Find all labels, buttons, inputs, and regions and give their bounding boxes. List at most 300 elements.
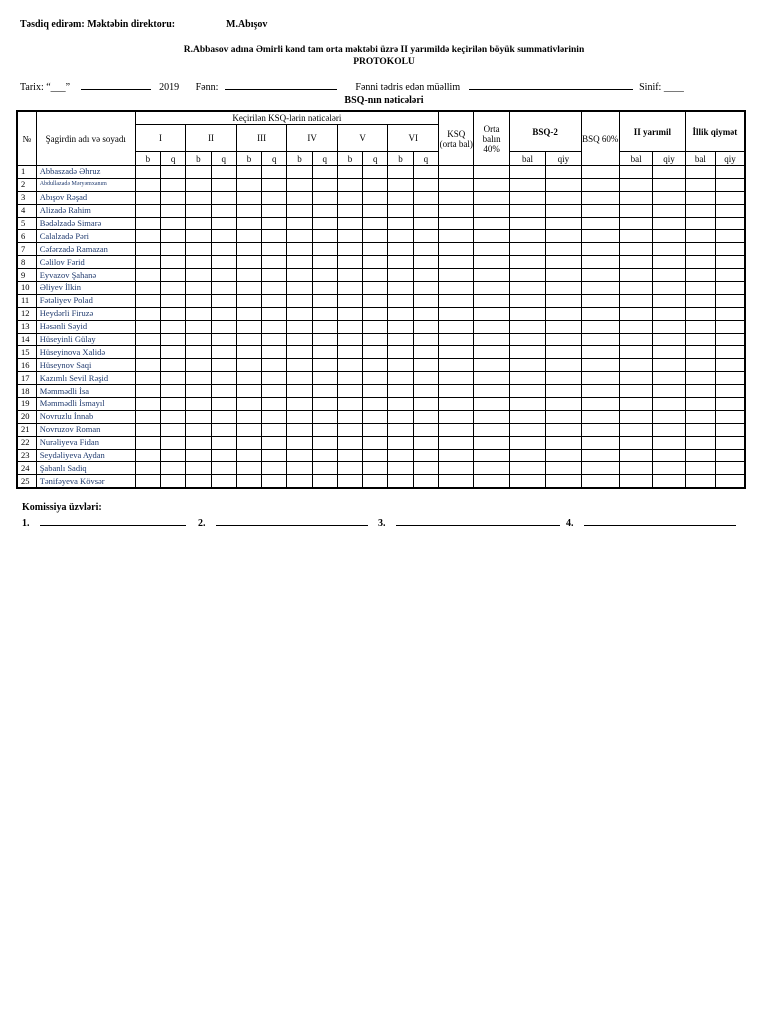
grade-cell[interactable] — [287, 320, 312, 333]
grade-cell[interactable] — [546, 423, 581, 436]
grade-cell[interactable] — [716, 166, 746, 179]
grade-cell[interactable] — [186, 385, 211, 398]
grade-cell[interactable] — [653, 320, 685, 333]
grade-cell[interactable] — [546, 166, 581, 179]
grade-cell[interactable] — [581, 333, 619, 346]
grade-cell[interactable] — [211, 191, 236, 204]
grade-cell[interactable] — [312, 436, 337, 449]
grade-cell[interactable] — [161, 385, 186, 398]
grade-cell[interactable] — [619, 346, 652, 359]
grade-cell[interactable] — [211, 436, 236, 449]
grade-cell[interactable] — [546, 294, 581, 307]
grade-cell[interactable] — [287, 256, 312, 269]
grade-cell[interactable] — [581, 372, 619, 385]
grade-cell[interactable] — [337, 307, 362, 320]
grade-cell[interactable] — [413, 307, 438, 320]
grade-cell[interactable] — [546, 346, 581, 359]
grade-cell[interactable] — [581, 320, 619, 333]
grade-cell[interactable] — [287, 423, 312, 436]
grade-cell[interactable] — [685, 217, 715, 230]
grade-cell[interactable] — [186, 398, 211, 411]
grade-cell[interactable] — [135, 191, 160, 204]
grade-cell[interactable] — [619, 423, 652, 436]
grade-cell[interactable] — [388, 217, 413, 230]
grade-cell[interactable] — [337, 282, 362, 295]
grade-cell[interactable] — [236, 359, 261, 372]
grade-cell[interactable] — [474, 423, 509, 436]
grade-cell[interactable] — [135, 372, 160, 385]
grade-cell[interactable] — [236, 256, 261, 269]
grade-cell[interactable] — [161, 346, 186, 359]
grade-cell[interactable] — [619, 307, 652, 320]
grade-cell[interactable] — [509, 423, 545, 436]
grade-cell[interactable] — [186, 307, 211, 320]
grade-cell[interactable] — [546, 436, 581, 449]
grade-cell[interactable] — [161, 398, 186, 411]
grade-cell[interactable] — [312, 204, 337, 217]
grade-cell[interactable] — [135, 178, 160, 191]
grade-cell[interactable] — [211, 230, 236, 243]
grade-cell[interactable] — [685, 178, 715, 191]
grade-cell[interactable] — [337, 166, 362, 179]
grade-cell[interactable] — [653, 191, 685, 204]
grade-cell[interactable] — [262, 282, 287, 295]
grade-cell[interactable] — [236, 243, 261, 256]
grade-cell[interactable] — [388, 436, 413, 449]
grade-cell[interactable] — [474, 307, 509, 320]
grade-cell[interactable] — [236, 449, 261, 462]
grade-cell[interactable] — [581, 282, 619, 295]
grade-cell[interactable] — [413, 294, 438, 307]
grade-cell[interactable] — [685, 166, 715, 179]
grade-cell[interactable] — [413, 230, 438, 243]
grade-cell[interactable] — [439, 475, 474, 488]
grade-cell[interactable] — [236, 385, 261, 398]
grade-cell[interactable] — [236, 282, 261, 295]
grade-cell[interactable] — [161, 372, 186, 385]
grade-cell[interactable] — [388, 269, 413, 282]
grade-cell[interactable] — [262, 462, 287, 475]
grade-cell[interactable] — [474, 166, 509, 179]
grade-cell[interactable] — [716, 191, 746, 204]
grade-cell[interactable] — [413, 385, 438, 398]
grade-cell[interactable] — [413, 243, 438, 256]
grade-cell[interactable] — [287, 410, 312, 423]
grade-cell[interactable] — [211, 333, 236, 346]
grade-cell[interactable] — [135, 256, 160, 269]
grade-cell[interactable] — [135, 217, 160, 230]
grade-cell[interactable] — [413, 423, 438, 436]
grade-cell[interactable] — [653, 346, 685, 359]
grade-cell[interactable] — [653, 385, 685, 398]
grade-cell[interactable] — [474, 359, 509, 372]
grade-cell[interactable] — [262, 307, 287, 320]
grade-cell[interactable] — [509, 320, 545, 333]
grade-cell[interactable] — [716, 346, 746, 359]
grade-cell[interactable] — [337, 398, 362, 411]
grade-cell[interactable] — [685, 230, 715, 243]
grade-cell[interactable] — [312, 423, 337, 436]
grade-cell[interactable] — [619, 398, 652, 411]
grade-cell[interactable] — [509, 256, 545, 269]
grade-cell[interactable] — [135, 475, 160, 488]
grade-cell[interactable] — [413, 320, 438, 333]
grade-cell[interactable] — [388, 398, 413, 411]
grade-cell[interactable] — [186, 191, 211, 204]
grade-cell[interactable] — [388, 204, 413, 217]
grade-cell[interactable] — [413, 282, 438, 295]
grade-cell[interactable] — [236, 191, 261, 204]
grade-cell[interactable] — [186, 346, 211, 359]
grade-cell[interactable] — [211, 423, 236, 436]
grade-cell[interactable] — [439, 372, 474, 385]
grade-cell[interactable] — [287, 307, 312, 320]
grade-cell[interactable] — [186, 294, 211, 307]
grade-cell[interactable] — [685, 320, 715, 333]
grade-cell[interactable] — [363, 243, 388, 256]
grade-cell[interactable] — [413, 449, 438, 462]
grade-cell[interactable] — [474, 256, 509, 269]
grade-cell[interactable] — [287, 436, 312, 449]
grade-cell[interactable] — [413, 178, 438, 191]
grade-cell[interactable] — [135, 359, 160, 372]
grade-cell[interactable] — [474, 230, 509, 243]
grade-cell[interactable] — [337, 333, 362, 346]
grade-cell[interactable] — [161, 243, 186, 256]
grade-cell[interactable] — [413, 346, 438, 359]
grade-cell[interactable] — [388, 359, 413, 372]
grade-cell[interactable] — [619, 462, 652, 475]
grade-cell[interactable] — [716, 462, 746, 475]
grade-cell[interactable] — [653, 462, 685, 475]
grade-cell[interactable] — [439, 243, 474, 256]
grade-cell[interactable] — [287, 372, 312, 385]
grade-cell[interactable] — [236, 320, 261, 333]
grade-cell[interactable] — [211, 385, 236, 398]
grade-cell[interactable] — [186, 333, 211, 346]
grade-cell[interactable] — [546, 191, 581, 204]
grade-cell[interactable] — [262, 230, 287, 243]
grade-cell[interactable] — [236, 372, 261, 385]
grade-cell[interactable] — [363, 294, 388, 307]
grade-cell[interactable] — [413, 217, 438, 230]
grade-cell[interactable] — [363, 359, 388, 372]
grade-cell[interactable] — [337, 475, 362, 488]
grade-cell[interactable] — [211, 294, 236, 307]
grade-cell[interactable] — [581, 204, 619, 217]
grade-cell[interactable] — [135, 204, 160, 217]
grade-cell[interactable] — [388, 178, 413, 191]
grade-cell[interactable] — [653, 243, 685, 256]
grade-cell[interactable] — [211, 475, 236, 488]
grade-cell[interactable] — [211, 282, 236, 295]
grade-cell[interactable] — [509, 462, 545, 475]
grade-cell[interactable] — [211, 410, 236, 423]
grade-cell[interactable] — [363, 269, 388, 282]
grade-cell[interactable] — [619, 333, 652, 346]
grade-cell[interactable] — [653, 436, 685, 449]
grade-cell[interactable] — [363, 410, 388, 423]
grade-cell[interactable] — [337, 462, 362, 475]
grade-cell[interactable] — [211, 269, 236, 282]
grade-cell[interactable] — [619, 282, 652, 295]
grade-cell[interactable] — [388, 385, 413, 398]
grade-cell[interactable] — [619, 178, 652, 191]
grade-cell[interactable] — [716, 449, 746, 462]
grade-cell[interactable] — [186, 282, 211, 295]
grade-cell[interactable] — [581, 269, 619, 282]
grade-cell[interactable] — [716, 359, 746, 372]
grade-cell[interactable] — [186, 475, 211, 488]
grade-cell[interactable] — [388, 307, 413, 320]
grade-cell[interactable] — [262, 269, 287, 282]
grade-cell[interactable] — [619, 166, 652, 179]
grade-cell[interactable] — [439, 462, 474, 475]
grade-cell[interactable] — [312, 294, 337, 307]
grade-cell[interactable] — [186, 410, 211, 423]
grade-cell[interactable] — [581, 243, 619, 256]
grade-cell[interactable] — [509, 436, 545, 449]
grade-cell[interactable] — [312, 475, 337, 488]
grade-cell[interactable] — [546, 359, 581, 372]
grade-cell[interactable] — [685, 423, 715, 436]
grade-cell[interactable] — [388, 256, 413, 269]
grade-cell[interactable] — [716, 372, 746, 385]
grade-cell[interactable] — [413, 333, 438, 346]
grade-cell[interactable] — [653, 256, 685, 269]
grade-cell[interactable] — [186, 462, 211, 475]
grade-cell[interactable] — [161, 294, 186, 307]
grade-cell[interactable] — [388, 294, 413, 307]
grade-cell[interactable] — [653, 269, 685, 282]
grade-cell[interactable] — [211, 307, 236, 320]
grade-cell[interactable] — [161, 166, 186, 179]
grade-cell[interactable] — [337, 320, 362, 333]
grade-cell[interactable] — [337, 449, 362, 462]
grade-cell[interactable] — [685, 385, 715, 398]
grade-cell[interactable] — [685, 475, 715, 488]
grade-cell[interactable] — [388, 230, 413, 243]
grade-cell[interactable] — [474, 269, 509, 282]
grade-cell[interactable] — [287, 282, 312, 295]
grade-cell[interactable] — [135, 436, 160, 449]
grade-cell[interactable] — [685, 410, 715, 423]
grade-cell[interactable] — [135, 398, 160, 411]
grade-cell[interactable] — [161, 269, 186, 282]
grade-cell[interactable] — [581, 436, 619, 449]
grade-cell[interactable] — [337, 269, 362, 282]
grade-cell[interactable] — [509, 282, 545, 295]
grade-cell[interactable] — [363, 256, 388, 269]
grade-cell[interactable] — [716, 423, 746, 436]
grade-cell[interactable] — [581, 166, 619, 179]
grade-cell[interactable] — [388, 410, 413, 423]
grade-cell[interactable] — [236, 333, 261, 346]
grade-cell[interactable] — [287, 204, 312, 217]
grade-cell[interactable] — [287, 269, 312, 282]
grade-cell[interactable] — [363, 191, 388, 204]
grade-cell[interactable] — [262, 398, 287, 411]
grade-cell[interactable] — [685, 256, 715, 269]
grade-cell[interactable] — [186, 359, 211, 372]
grade-cell[interactable] — [287, 191, 312, 204]
grade-cell[interactable] — [135, 243, 160, 256]
grade-cell[interactable] — [262, 449, 287, 462]
grade-cell[interactable] — [716, 178, 746, 191]
grade-cell[interactable] — [413, 359, 438, 372]
grade-cell[interactable] — [135, 307, 160, 320]
grade-cell[interactable] — [685, 398, 715, 411]
grade-cell[interactable] — [546, 243, 581, 256]
grade-cell[interactable] — [439, 398, 474, 411]
grade-cell[interactable] — [186, 449, 211, 462]
grade-cell[interactable] — [211, 462, 236, 475]
grade-cell[interactable] — [619, 243, 652, 256]
grade-cell[interactable] — [135, 166, 160, 179]
grade-cell[interactable] — [312, 462, 337, 475]
grade-cell[interactable] — [236, 230, 261, 243]
grade-cell[interactable] — [546, 282, 581, 295]
grade-cell[interactable] — [161, 423, 186, 436]
grade-cell[interactable] — [186, 178, 211, 191]
grade-cell[interactable] — [312, 372, 337, 385]
grade-cell[interactable] — [439, 449, 474, 462]
grade-cell[interactable] — [287, 178, 312, 191]
grade-cell[interactable] — [653, 294, 685, 307]
grade-cell[interactable] — [439, 256, 474, 269]
grade-cell[interactable] — [287, 398, 312, 411]
grade-cell[interactable] — [439, 359, 474, 372]
grade-cell[interactable] — [236, 410, 261, 423]
grade-cell[interactable] — [653, 372, 685, 385]
grade-cell[interactable] — [474, 346, 509, 359]
grade-cell[interactable] — [186, 372, 211, 385]
grade-cell[interactable] — [186, 230, 211, 243]
grade-cell[interactable] — [211, 359, 236, 372]
grade-cell[interactable] — [474, 436, 509, 449]
grade-cell[interactable] — [262, 423, 287, 436]
grade-cell[interactable] — [135, 333, 160, 346]
grade-cell[interactable] — [546, 398, 581, 411]
grade-cell[interactable] — [363, 436, 388, 449]
grade-cell[interactable] — [337, 294, 362, 307]
grade-cell[interactable] — [619, 359, 652, 372]
grade-cell[interactable] — [653, 398, 685, 411]
grade-cell[interactable] — [685, 333, 715, 346]
grade-cell[interactable] — [685, 243, 715, 256]
grade-cell[interactable] — [653, 166, 685, 179]
grade-cell[interactable] — [546, 204, 581, 217]
grade-cell[interactable] — [312, 410, 337, 423]
grade-cell[interactable] — [337, 423, 362, 436]
grade-cell[interactable] — [388, 320, 413, 333]
grade-cell[interactable] — [619, 230, 652, 243]
grade-cell[interactable] — [619, 385, 652, 398]
grade-cell[interactable] — [337, 243, 362, 256]
grade-cell[interactable] — [546, 462, 581, 475]
grade-cell[interactable] — [509, 243, 545, 256]
grade-cell[interactable] — [262, 166, 287, 179]
grade-cell[interactable] — [312, 243, 337, 256]
grade-cell[interactable] — [546, 385, 581, 398]
grade-cell[interactable] — [287, 333, 312, 346]
grade-cell[interactable] — [337, 178, 362, 191]
grade-cell[interactable] — [546, 333, 581, 346]
grade-cell[interactable] — [262, 385, 287, 398]
grade-cell[interactable] — [161, 475, 186, 488]
grade-cell[interactable] — [716, 243, 746, 256]
grade-cell[interactable] — [546, 410, 581, 423]
grade-cell[interactable] — [439, 191, 474, 204]
grade-cell[interactable] — [581, 359, 619, 372]
grade-cell[interactable] — [186, 436, 211, 449]
grade-cell[interactable] — [439, 385, 474, 398]
grade-cell[interactable] — [186, 243, 211, 256]
grade-cell[interactable] — [413, 372, 438, 385]
grade-cell[interactable] — [439, 178, 474, 191]
grade-cell[interactable] — [716, 282, 746, 295]
grade-cell[interactable] — [474, 320, 509, 333]
grade-cell[interactable] — [363, 217, 388, 230]
grade-cell[interactable] — [312, 385, 337, 398]
grade-cell[interactable] — [546, 307, 581, 320]
grade-cell[interactable] — [363, 307, 388, 320]
grade-cell[interactable] — [581, 462, 619, 475]
grade-cell[interactable] — [186, 204, 211, 217]
grade-cell[interactable] — [186, 320, 211, 333]
grade-cell[interactable] — [439, 346, 474, 359]
grade-cell[interactable] — [312, 307, 337, 320]
grade-cell[interactable] — [262, 243, 287, 256]
grade-cell[interactable] — [236, 423, 261, 436]
grade-cell[interactable] — [262, 475, 287, 488]
grade-cell[interactable] — [363, 282, 388, 295]
grade-cell[interactable] — [236, 436, 261, 449]
grade-cell[interactable] — [312, 398, 337, 411]
grade-cell[interactable] — [619, 449, 652, 462]
grade-cell[interactable] — [312, 230, 337, 243]
grade-cell[interactable] — [509, 346, 545, 359]
grade-cell[interactable] — [211, 178, 236, 191]
grade-cell[interactable] — [211, 217, 236, 230]
grade-cell[interactable] — [161, 462, 186, 475]
grade-cell[interactable] — [236, 166, 261, 179]
grade-cell[interactable] — [135, 423, 160, 436]
grade-cell[interactable] — [509, 294, 545, 307]
grade-cell[interactable] — [161, 449, 186, 462]
grade-cell[interactable] — [581, 178, 619, 191]
grade-cell[interactable] — [287, 462, 312, 475]
grade-cell[interactable] — [135, 230, 160, 243]
grade-cell[interactable] — [619, 269, 652, 282]
grade-cell[interactable] — [262, 256, 287, 269]
grade-cell[interactable] — [653, 307, 685, 320]
grade-cell[interactable] — [287, 475, 312, 488]
grade-cell[interactable] — [716, 307, 746, 320]
grade-cell[interactable] — [388, 282, 413, 295]
grade-cell[interactable] — [388, 243, 413, 256]
grade-cell[interactable] — [337, 191, 362, 204]
grade-cell[interactable] — [474, 462, 509, 475]
grade-cell[interactable] — [312, 449, 337, 462]
grade-cell[interactable] — [653, 449, 685, 462]
grade-cell[interactable] — [161, 230, 186, 243]
grade-cell[interactable] — [135, 282, 160, 295]
grade-cell[interactable] — [236, 269, 261, 282]
grade-cell[interactable] — [509, 410, 545, 423]
grade-cell[interactable] — [474, 217, 509, 230]
grade-cell[interactable] — [363, 178, 388, 191]
